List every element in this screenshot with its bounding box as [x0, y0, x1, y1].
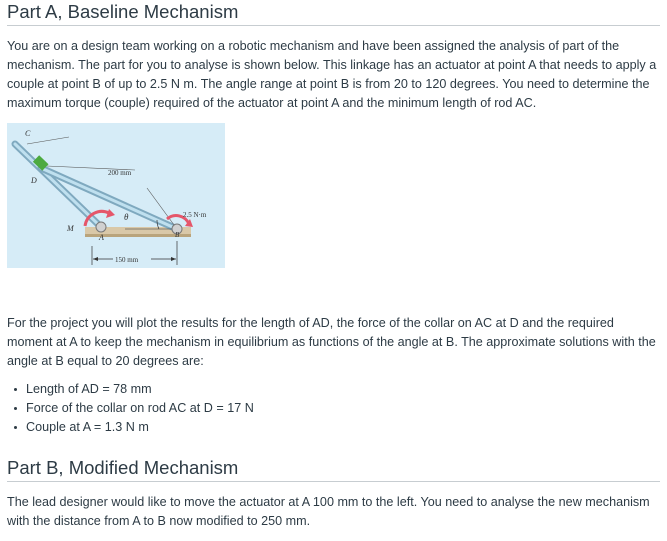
label-m: M	[67, 224, 74, 233]
part-a-divider	[7, 25, 660, 26]
part-a-intro: You are on a design team working on a robotic mechanism and have been assigned the analysis of part of the mechanism. The part for you to analyse is shown below. This linkage has an actuator at point A that needs to apply a couple at point B of up to 2.5 N m. The angle range at point B is from 20 to 120 degrees. You need to determine the maximum torque (couple) required of the actuator at point A and the minimum length of rod AC.	[7, 39, 657, 110]
label-b: B	[175, 231, 180, 239]
part-b-text: The lead designer would like to move the actuator at A 100 mm to the left. You need to analyse the new mechanism with the distance from A to B now modified to 250 mm.	[7, 495, 650, 528]
result-length-ad: Length of AD = 78 mm	[7, 380, 254, 399]
result-couple-a: Couple at A = 1.3 N m	[7, 418, 254, 437]
part-b-divider	[7, 481, 660, 482]
label-a: A	[99, 233, 104, 242]
result-collar-force: Force of the collar on rod AC at D = 17 N	[7, 399, 254, 418]
label-dim-200: 200 mm	[108, 169, 132, 177]
part-b-heading: Part B, Modified Mechanism	[7, 457, 239, 478]
label-c: C	[25, 129, 31, 138]
pin-a	[96, 222, 106, 232]
label-dim-150: 150 mm	[115, 256, 139, 264]
label-theta: θ	[124, 212, 129, 222]
part-a-heading: Part A, Baseline Mechanism	[7, 1, 239, 22]
mechanism-figure	[7, 123, 225, 268]
mechanism-diagram	[7, 123, 225, 268]
results-list	[7, 380, 254, 437]
figure-background	[7, 123, 225, 268]
label-d: D	[31, 176, 37, 185]
plot-intro: For the project you will plot the results for the length of AD, the force of the collar on AC at D and the required moment at A to keep the mechanism in equilibrium as functions of the angle at B. The approximate solutions with the angle at B equal to 20 degrees are:	[7, 316, 656, 368]
label-couple: 2.5 N·m	[183, 211, 207, 219]
